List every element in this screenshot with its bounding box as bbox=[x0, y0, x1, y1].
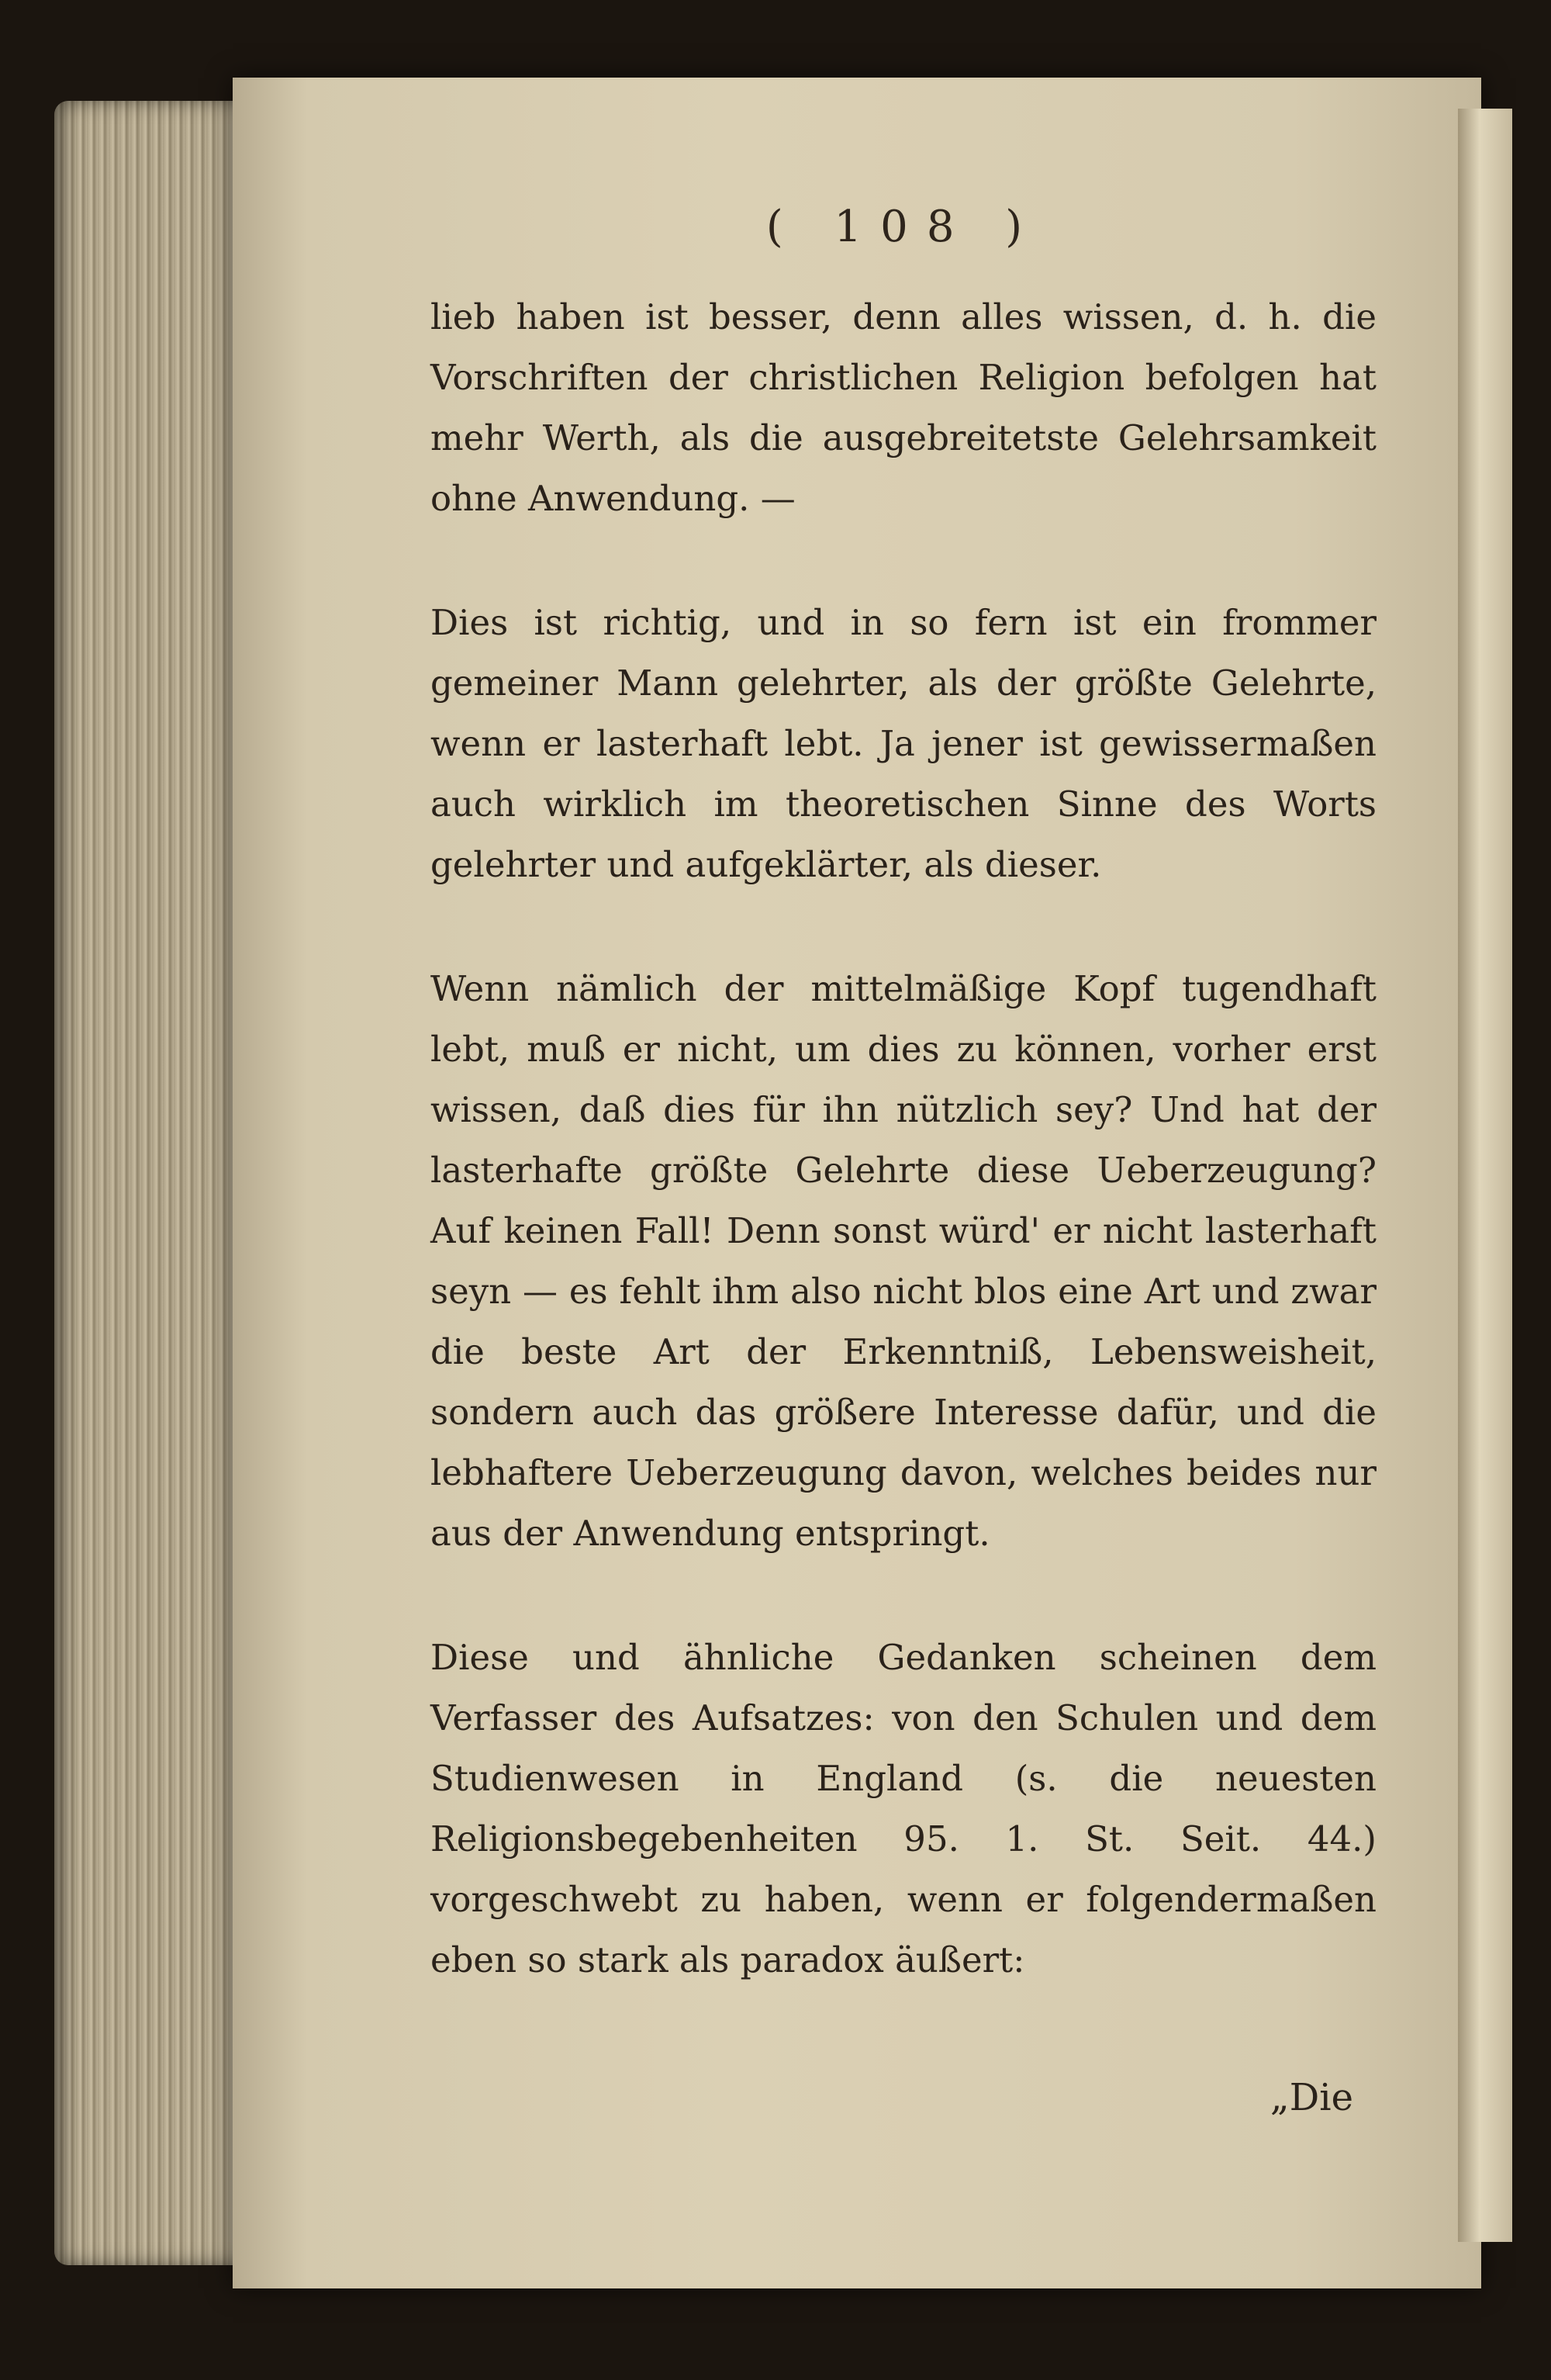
paragraph-1: lieb haben ist besser, denn alles wissen, d. h. die Vorschriften der christlichen Religion befolgen hat mehr Werth, als die ausgebreitetste Gelehrsamkeit ohne Anwendung. — bbox=[430, 296, 1377, 519]
page-number: ( 108 ) bbox=[765, 202, 1041, 252]
catchword: „Die bbox=[1269, 2076, 1353, 2119]
paragraph-4: Diese und ähnliche Gedanken scheinen dem Verfasser des Aufsatzes: von den Schulen und dem Studienwesen in England (s. die neuesten Religionsbegebenheiten 95. 1. St. Seit. 44.) vorgeschwebt zu haben, wenn er folgendermaßen eben so stark als paradox äußert: bbox=[430, 1637, 1377, 1980]
text-block bbox=[430, 202, 1377, 2119]
paragraph-3: Wenn nämlich der mittelmäßige Kopf tugendhaft lebt, muß er nicht, um dies zu können, vorher erst wissen, daß dies für ihn nützlich sey? Und hat der lasterhafte größte Gelehrte diese Ueberzeugung? Auf keinen Fall! Denn sonst würd' er nicht lasterhaft seyn — es fehlt ihm also nicht blos eine Art und zwar die beste Art der Erkenntniß, Lebensweisheit, sondern auch das größere Interesse dafür, und die lebhaftere Ueberzeugung davon, welches beides nur aus der Anwendung entspringt. bbox=[430, 968, 1377, 1554]
next-page-edge bbox=[1458, 109, 1512, 2242]
paragraph-2: Dies ist richtig, und in so fern ist ein frommer gemeiner Mann gelehrter, als der größte Gelehrte, wenn er lasterhaft lebt. Ja jener ist gewissermaßen auch wirklich im theoretischen Sinne des Worts gelehrter und aufgeklärter, als dieser. bbox=[430, 602, 1377, 885]
